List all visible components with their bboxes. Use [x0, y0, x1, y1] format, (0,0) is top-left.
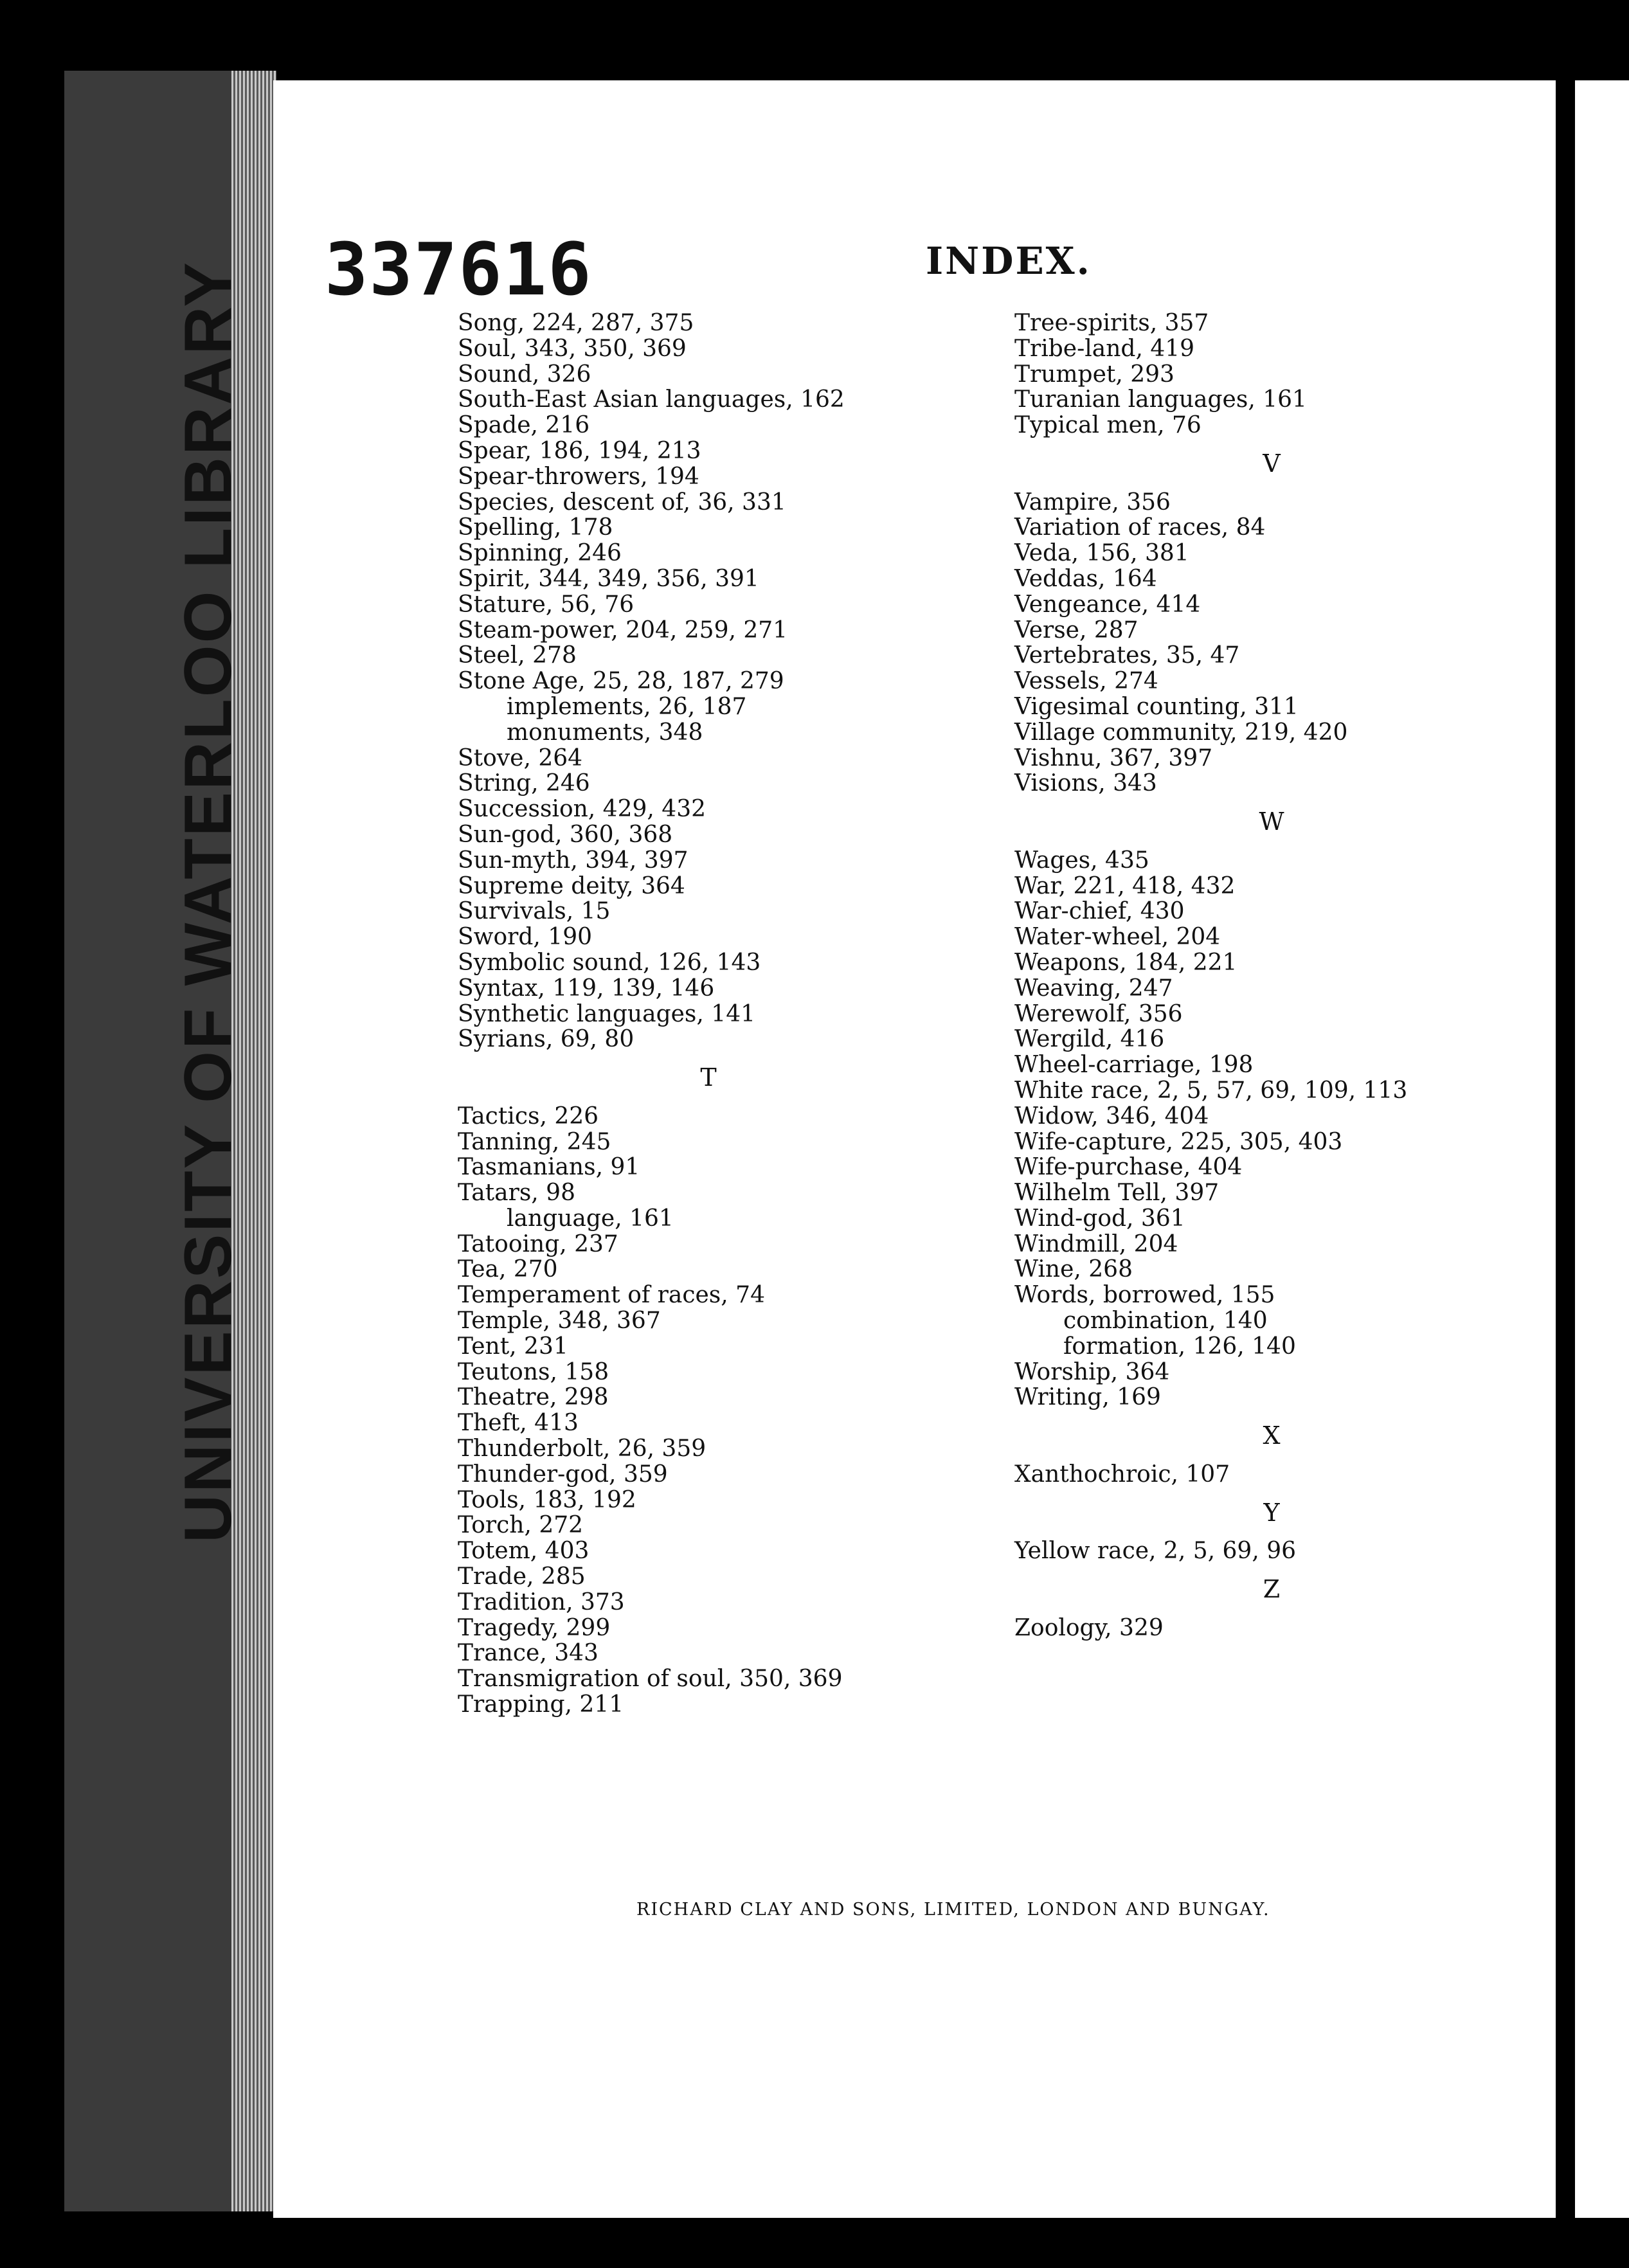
index-entry: Xanthochroic, 107 — [1014, 1461, 1230, 1488]
index-entry: Sound, 326 — [458, 361, 591, 388]
index-entry: Yellow race, 2, 5, 69, 96 — [1014, 1538, 1297, 1565]
index-entry: Weapons, 184, 221 — [1014, 949, 1238, 976]
index-column-left — [458, 310, 959, 1718]
index-entry: Spear-throwers, 194 — [458, 463, 699, 490]
index-entry: Steel, 278 — [458, 642, 577, 669]
index-entry: Tragedy, 299 — [458, 1614, 611, 1641]
index-entry: Tactics, 226 — [458, 1102, 599, 1130]
index-entry: Wergild, 416 — [1014, 1026, 1165, 1053]
index-entry: Spear, 186, 194, 213 — [458, 437, 701, 464]
index-entry: Tradition, 373 — [458, 1589, 625, 1616]
index-subentry: implements, 26, 187 — [507, 693, 747, 720]
index-entry: Tent, 231 — [458, 1333, 568, 1360]
index-entry: Visions, 343 — [1014, 770, 1157, 797]
index-entry: Weaving, 247 — [1014, 975, 1173, 1002]
index-entry: Werewolf, 356 — [1014, 1000, 1183, 1027]
index-entry: Sun-god, 360, 368 — [458, 821, 673, 848]
index-entry: White race, 2, 5, 57, 69, 109, 113 — [1014, 1077, 1408, 1104]
index-entry: Temple, 348, 367 — [458, 1308, 661, 1335]
printer-imprint: RICHARD CLAY AND SONS, LIMITED, LONDON AND BUNGAY. — [636, 1900, 1270, 1920]
index-entry: Zoology, 329 — [1014, 1614, 1164, 1641]
index-entry: Typical men, 76 — [1014, 412, 1202, 439]
index-entry: Variation of races, 84 — [1014, 514, 1266, 541]
index-entry: Stature, 56, 76 — [458, 591, 634, 618]
index-entry: Syrians, 69, 80 — [458, 1026, 634, 1053]
index-entry: Vertebrates, 35, 47 — [1014, 642, 1240, 669]
section-letter: Z — [1263, 1575, 1281, 1604]
index-entry: Tree-spirits, 357 — [1014, 310, 1209, 336]
spine-label: UNIVERSITY OF WATERLOO LIBRARY — [171, 260, 246, 1543]
index-entry: Trade, 285 — [458, 1563, 586, 1590]
index-entry: Succession, 429, 432 — [458, 796, 706, 823]
index-entry: Vampire, 356 — [1014, 489, 1171, 516]
index-entry: Syntax, 119, 139, 146 — [458, 975, 715, 1002]
index-entry: War-chief, 430 — [1014, 898, 1185, 925]
index-entry: Veddas, 164 — [1014, 565, 1157, 592]
index-entry: War, 221, 418, 432 — [1014, 872, 1236, 899]
index-entry: Wind-god, 361 — [1014, 1205, 1185, 1232]
index-entry: Village community, 219, 420 — [1014, 719, 1348, 746]
section-letter: V — [1263, 449, 1281, 478]
index-entry: Trance, 343 — [458, 1640, 598, 1667]
index-entry: Wages, 435 — [1014, 847, 1149, 874]
index-entry: Sun-myth, 394, 397 — [458, 847, 688, 874]
index-entry: Synthetic languages, 141 — [458, 1000, 756, 1027]
index-entry: Species, descent of, 36, 331 — [458, 489, 786, 516]
index-entry: Wine, 268 — [1014, 1256, 1133, 1283]
index-entry: Worship, 364 — [1014, 1358, 1170, 1385]
index-entry: Thunderbolt, 26, 359 — [458, 1436, 706, 1462]
index-entry: Trapping, 211 — [458, 1691, 624, 1718]
index-entry: South-East Asian languages, 162 — [458, 386, 845, 413]
index-entry: Supreme deity, 364 — [458, 872, 685, 899]
index-entry: Tatars, 98 — [458, 1180, 575, 1207]
index-entry: Wheel-carriage, 198 — [1014, 1052, 1254, 1079]
index-entry: Trumpet, 293 — [1014, 361, 1174, 388]
index-entry: Theft, 413 — [458, 1410, 579, 1437]
index-entry: Vengeance, 414 — [1014, 591, 1201, 618]
index-entry: Spinning, 246 — [458, 540, 622, 567]
index-entry: Theatre, 298 — [458, 1384, 609, 1411]
index-entry: Soul, 343, 350, 369 — [458, 335, 687, 362]
index-entry: Vigesimal counting, 311 — [1014, 693, 1299, 720]
index-entry: Torch, 272 — [458, 1512, 584, 1539]
library-call-number-stamp: 337616 — [325, 228, 593, 312]
index-entry: Verse, 287 — [1014, 616, 1138, 644]
index-entry: Spirit, 344, 349, 356, 391 — [458, 565, 759, 592]
index-entry: Stone Age, 25, 28, 187, 279 — [458, 668, 784, 695]
index-entry: Wife-purchase, 404 — [1014, 1154, 1243, 1181]
index-entry: Vessels, 274 — [1014, 668, 1158, 695]
index-entry: Widow, 346, 404 — [1014, 1102, 1209, 1130]
index-entry: Writing, 169 — [1014, 1384, 1161, 1411]
index-entry: Tanning, 245 — [458, 1128, 611, 1155]
index-entry: Tasmanians, 91 — [458, 1154, 640, 1181]
index-entry: Tribe-land, 419 — [1014, 335, 1195, 362]
index-entry: Thunder-god, 359 — [458, 1461, 668, 1488]
index-entry: Wife-capture, 225, 305, 403 — [1014, 1128, 1343, 1155]
index-column-right — [1014, 310, 1529, 1641]
index-subentry: formation, 126, 140 — [1063, 1333, 1296, 1360]
section-letter: X — [1263, 1421, 1281, 1450]
section-letter: T — [700, 1063, 717, 1092]
index-entry: Sword, 190 — [458, 924, 593, 951]
index-subentry: language, 161 — [507, 1205, 674, 1232]
section-letter: Y — [1263, 1498, 1280, 1527]
index-entry: Steam-power, 204, 259, 271 — [458, 616, 788, 644]
index-entry: Tea, 270 — [458, 1256, 558, 1283]
index-entry: Tools, 183, 192 — [458, 1486, 636, 1513]
index-entry: Veda, 156, 381 — [1014, 540, 1189, 567]
index-entry: Teutons, 158 — [458, 1358, 609, 1385]
index-subentry: monuments, 348 — [507, 719, 703, 746]
section-letter: W — [1259, 807, 1284, 836]
index-entry: Symbolic sound, 126, 143 — [458, 949, 761, 976]
index-entry: Totem, 403 — [458, 1538, 590, 1565]
index-entry: Transmigration of soul, 350, 369 — [458, 1666, 843, 1693]
index-entry: Words, borrowed, 155 — [1014, 1282, 1275, 1309]
index-entry: Temperament of races, 74 — [458, 1282, 765, 1309]
index-entry: Wilhelm Tell, 397 — [1014, 1180, 1220, 1207]
index-entry: Turanian languages, 161 — [1014, 386, 1307, 413]
facing-page-edge — [1575, 80, 1629, 2218]
index-entry: String, 246 — [458, 770, 590, 797]
index-entry: Spade, 216 — [458, 412, 590, 439]
index-entry: Survivals, 15 — [458, 898, 611, 925]
index-entry: Song, 224, 287, 375 — [458, 310, 694, 336]
index-entry: Spelling, 178 — [458, 514, 613, 541]
index-entry: Windmill, 204 — [1014, 1230, 1178, 1257]
page-title: INDEX. — [926, 239, 1092, 283]
index-entry: Water-wheel, 204 — [1014, 924, 1221, 951]
index-entry: Vishnu, 367, 397 — [1014, 744, 1213, 771]
index-entry: Tatooing, 237 — [458, 1230, 618, 1257]
index-entry: Stove, 264 — [458, 744, 583, 771]
index-subentry: combination, 140 — [1063, 1308, 1268, 1335]
